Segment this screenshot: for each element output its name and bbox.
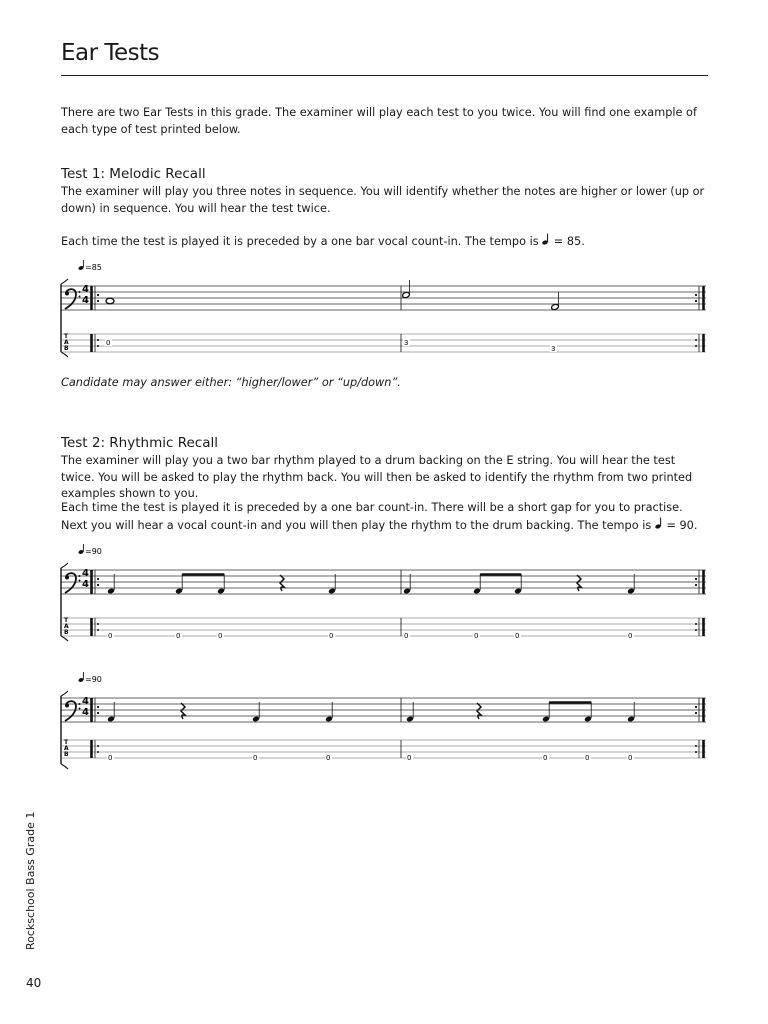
tab-number: 0: [326, 754, 331, 762]
tempo-marking: [78, 544, 102, 556]
bass-staff: [61, 698, 706, 722]
quarter-note-icon: [542, 233, 550, 245]
quarter-note: [252, 702, 260, 722]
whole-note: [106, 298, 114, 304]
tab-start-repeat: [92, 618, 100, 636]
test2-tempo-paragraph: [61, 500, 711, 534]
tab-start-repeat: [92, 740, 100, 758]
test1-tempo-text: Each time the test is played it is preceded by a one bar vocal count-in. The tempo is: [61, 235, 539, 248]
candidate-note: Candidate may answer either: “higher/lower” or “up/down”.: [61, 376, 401, 389]
test2-heading: Test 2: Rhythmic Recall: [61, 435, 218, 451]
quarter-rest: [181, 703, 185, 719]
tempo-text: =90: [85, 547, 102, 556]
tab-number: 0: [543, 754, 548, 762]
tab-number: 0: [404, 632, 409, 640]
tab-staff: [61, 740, 706, 758]
tab-number: 0: [218, 632, 223, 640]
time-signature-bottom: 4: [82, 295, 89, 306]
tab-letter-b: B: [64, 751, 69, 758]
tab-letter-t: T: [64, 333, 69, 340]
tab-number: 0: [253, 754, 258, 762]
tab-letter-t: T: [64, 739, 69, 746]
tab-end-repeat: [695, 618, 704, 636]
side-label: Rockschool Bass Grade 1: [24, 811, 37, 950]
tab-number: 0: [108, 754, 113, 762]
tab-staff: [61, 618, 706, 636]
tab-number: 0: [628, 632, 633, 640]
tempo-marking: [78, 260, 102, 272]
tab-number: 0: [176, 632, 181, 640]
tab-number: 0: [407, 754, 412, 762]
bass-staff: [61, 286, 706, 310]
tab-letter-b: B: [64, 345, 69, 352]
bass-staff: [61, 570, 706, 594]
quarter-note: [627, 702, 635, 722]
test1-description: The examiner will play you three notes in sequence. You will identify whether the notes are higher or lower (up or down) in sequence. You will hear the test twice.: [61, 185, 705, 215]
quarter-rest: [577, 575, 581, 591]
intro-paragraph: There are two Ear Tests in this grade. The examiner will play each test to you twice. You will find one example of each type of test printed below.: [61, 106, 697, 136]
tempo-marking: [78, 672, 102, 684]
time-signature-bottom: 4: [82, 707, 89, 718]
page-number: 40: [26, 976, 42, 990]
tab-end-repeat: [695, 334, 704, 352]
tab-number: 3: [404, 339, 409, 347]
tab-number: 0: [108, 632, 113, 640]
quarter-note: [325, 702, 333, 722]
tab-letter-t: T: [64, 617, 69, 624]
tab-number: 0: [329, 632, 334, 640]
quarter-note-icon: [655, 517, 663, 529]
tab-number: 0: [628, 754, 633, 762]
quarter-note: [406, 702, 414, 722]
tempo-text: =85: [85, 263, 102, 272]
eighth-note-pair: [473, 574, 522, 594]
tab-letter-a: A: [64, 745, 69, 752]
quarter-note: [328, 574, 336, 594]
eighth-note-pair: [175, 574, 225, 594]
half-note: [402, 280, 410, 299]
time-signature-top: 4: [82, 284, 89, 295]
page-title: Ear Tests: [61, 40, 160, 66]
quarter-rest: [280, 575, 284, 591]
eighth-note-pair: [542, 702, 592, 722]
test2-notation-b: [55, 670, 715, 770]
test1-tempo-value: = 85.: [553, 235, 585, 248]
test2-notation-a: [55, 542, 715, 642]
time-signature-top: 4: [82, 696, 89, 707]
quarter-note: [403, 574, 411, 594]
test1-heading: Test 1: Melodic Recall: [61, 166, 206, 182]
tab-staff: [61, 334, 706, 352]
test2-description: The examiner will play you a two bar rhythm played to a drum backing on the E string. You will hear the test twice. You will be asked to play the rhythm back. You will then be asked to identify the rhythm from two printed examples shown to you.: [61, 454, 693, 500]
quarter-note: [107, 574, 115, 594]
test1-notation: [55, 258, 715, 358]
tab-number: 0: [474, 632, 479, 640]
test2-tempo-text: Each time the test is played it is preceded by a one bar count-in. There will be a short gap for you to practise. Next you will hear a vocal count-in and you will then play the rhythm to the drum backing. The tempo is: [61, 501, 683, 532]
tab-letter-a: A: [64, 623, 69, 630]
tab-number: 0: [106, 339, 111, 347]
tab-letter-b: B: [64, 629, 69, 636]
tab-number: 3: [551, 345, 556, 353]
test2-tempo-value: = 90.: [666, 518, 698, 532]
quarter-rest: [477, 703, 481, 719]
half-note: [551, 292, 559, 311]
tab-number: 0: [515, 632, 520, 640]
time-signature-top: 4: [82, 568, 89, 579]
tab-start-repeat: [92, 334, 100, 352]
tempo-text: =90: [85, 675, 102, 684]
tab-letter-a: A: [64, 339, 69, 346]
quarter-note: [627, 574, 635, 594]
title-divider: [61, 75, 708, 76]
test1-tempo-paragraph: [61, 233, 711, 251]
quarter-note: [107, 702, 115, 722]
time-signature-bottom: 4: [82, 579, 89, 590]
tab-number: 0: [585, 754, 590, 762]
tab-end-repeat: [695, 740, 704, 758]
